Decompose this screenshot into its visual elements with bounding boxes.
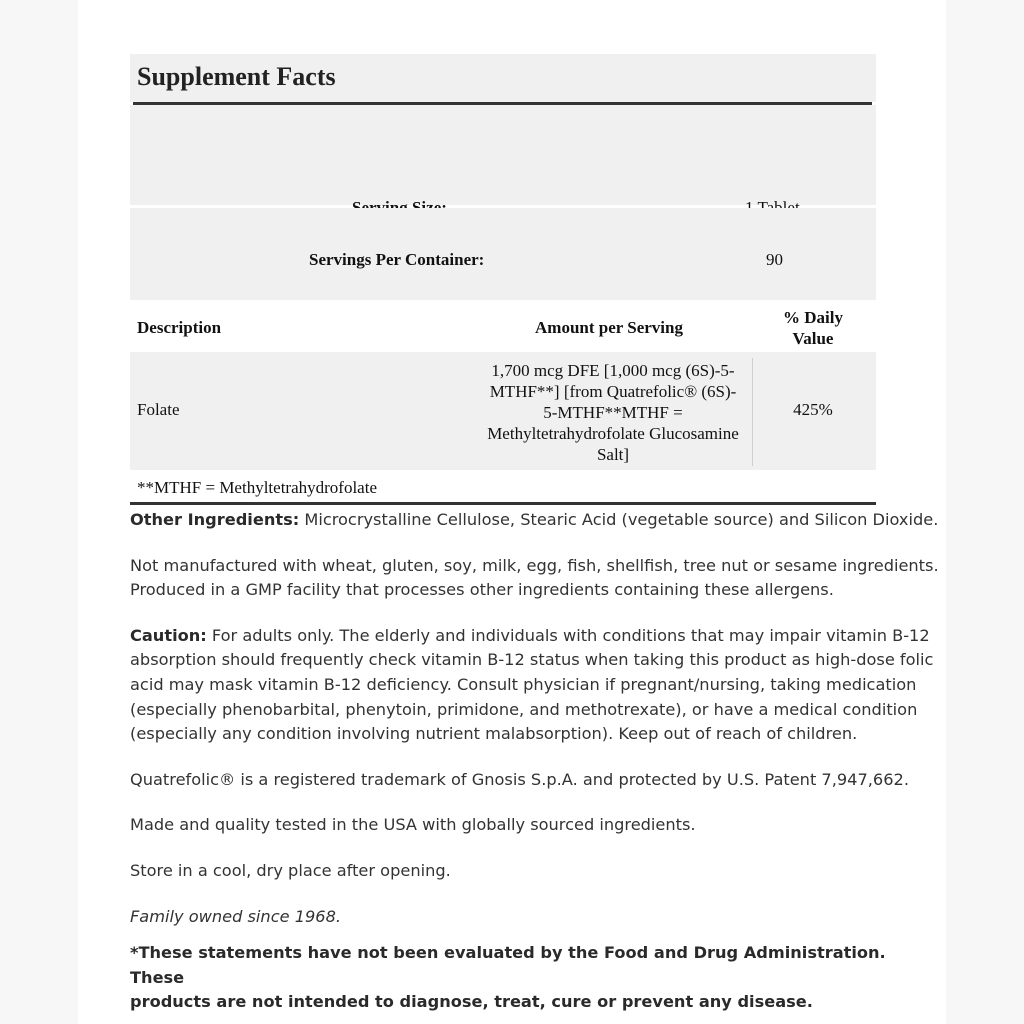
nutrient-daily-value: 425% (793, 400, 833, 419)
product-info-text (130, 508, 940, 1015)
caution-statement (130, 624, 940, 747)
caution-label: Caution: (130, 625, 207, 645)
caution-line: acid may mask vitamin B-12 deficiency. Consult physician if pregnant/nursing, taking medication (130, 674, 917, 694)
other-ingredients (130, 508, 940, 533)
amount-line: MTHF**] [from Quatrefolic® (6S)- (489, 382, 737, 401)
supplement-facts-header (130, 54, 876, 102)
servings-per-container-label: Servings Per Container: (309, 250, 485, 269)
disclaimer-line: products are not intended to diagnose, treat, cure or prevent any disease. (130, 992, 813, 1012)
allergen-line: Produced in a GMP facility that processes other ingredients containing these allergens. (130, 580, 834, 600)
amount-line: Methyltetrahydrofolate Glucosamine (487, 424, 739, 443)
caution-line: For adults only. The elderly and individuals with conditions that may impair vitamin B-12 (206, 625, 930, 645)
daily-value-header (760, 307, 866, 349)
made-in-statement: Made and quality tested in the USA with globally sourced ingredients. (130, 815, 696, 835)
bottom-rule (130, 502, 876, 505)
fda-disclaimer (130, 941, 940, 1015)
allergen-line: Not manufactured with wheat, gluten, soy, milk, egg, fish, shellfish, tree nut or sesame ingredients. (130, 555, 939, 575)
allergen-statement (130, 554, 940, 603)
caution-line: (especially any condition involving nutrient malabsorption). Keep out of reach of children. (130, 724, 858, 744)
supplement-facts-panel (130, 54, 876, 505)
nutrient-name: Folate (137, 400, 180, 419)
amount-line: 5-MTHF**MTHF = (543, 403, 683, 422)
footnote: **MTHF = Methyltetrahydrofolate (137, 478, 377, 497)
caution-line: absorption should frequently check vitamin B-12 status when taking this product as high-dose folic (130, 650, 934, 670)
other-ingredients-label: Other Ingredients: (130, 510, 300, 529)
nutrient-row-folate (130, 352, 876, 470)
family-owned-statement: Family owned since 1968. (130, 906, 342, 926)
supplement-facts-title: Supplement Facts (137, 62, 336, 91)
column-divider (752, 358, 753, 466)
daily-value-header-line1: % Daily (783, 308, 843, 327)
nutrient-amount (478, 360, 748, 465)
amount-line: Salt] (596, 445, 630, 464)
serving-size-row (130, 105, 876, 205)
description-header: Description (137, 318, 222, 337)
column-header-row (130, 300, 876, 352)
servings-per-container-row (130, 208, 876, 300)
disclaimer-line: *These statements have not been evaluated by the Food and Drug Administration. These (130, 943, 886, 987)
other-ingredients-value: Microcrystalline Cellulose, Stearic Acid (vegetable source) and Silicon Dioxide. (299, 510, 939, 529)
daily-value-header-line2: Value (792, 329, 834, 348)
trademark-statement: Quatrefolic® is a registered trademark of Gnosis S.p.A. and protected by U.S. Patent 7,947,662. (130, 769, 909, 789)
footnote-row (130, 470, 876, 502)
storage-statement: Store in a cool, dry place after opening. (130, 860, 451, 880)
amount-header: Amount per Serving (535, 318, 683, 337)
servings-per-container-value: 90 (766, 250, 783, 269)
caution-line: (especially phenobarbital, phenytoin, primidone, and methotrexate), or have a medical condition (130, 699, 918, 719)
amount-line: 1,700 mcg DFE [1,000 mcg (6S)-5- (491, 361, 735, 380)
